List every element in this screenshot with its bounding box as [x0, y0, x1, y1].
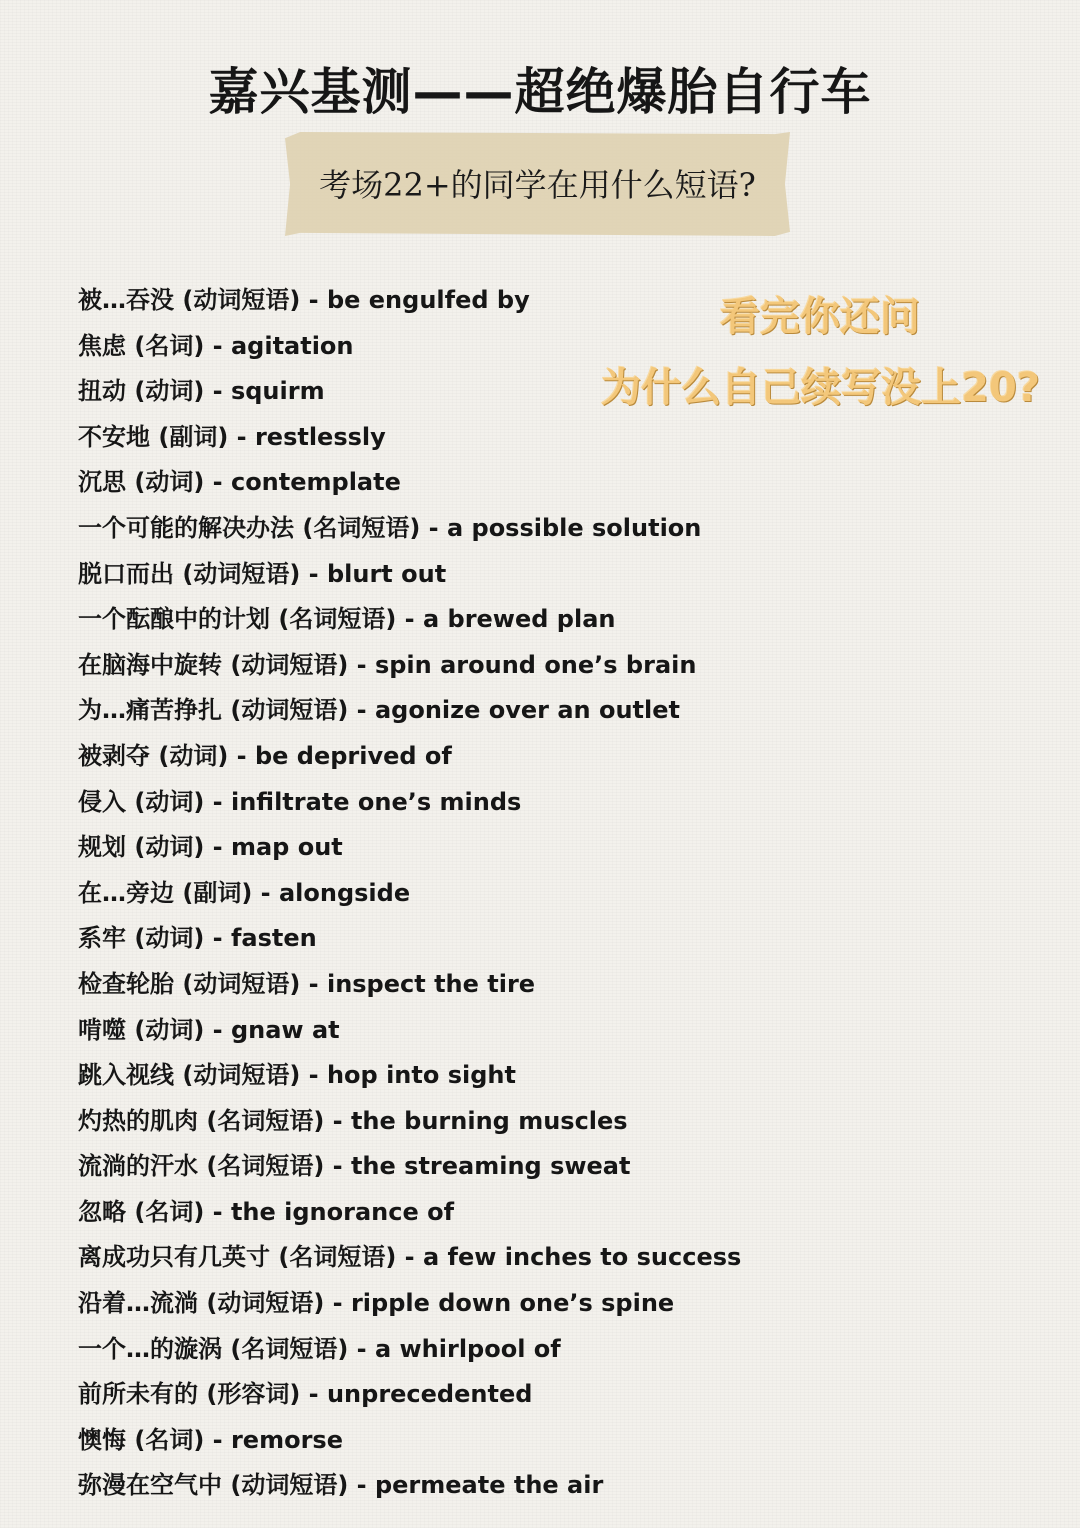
vocab-item: 啃噬 (动词) - gnaw at	[78, 1015, 340, 1044]
vocab-item: 离成功只有几英寸 (名词短语) - a few inches to success	[78, 1243, 742, 1272]
side-note-line-1: 看完你还问	[720, 294, 920, 340]
vocab-item: 被…吞没 (动词短语) - be engulfed by	[78, 286, 530, 314]
vocab-item: 弥漫在空气中 (动词短语) - permeate the air	[78, 1471, 604, 1500]
side-note-line-2: 为什么自己续写没上20?	[601, 365, 1040, 411]
vocab-item: 沿着…流淌 (动词短语) - ripple down one’s spine	[78, 1289, 675, 1318]
vocab-item: 焦虑 (名词) - agitation	[78, 331, 354, 360]
vocab-item: 一个可能的解决办法 (名词短语) - a possible solution	[78, 513, 702, 542]
vocab-item: 一个…的漩涡 (名词短语) - a whirlpool of	[78, 1334, 561, 1363]
vocab-item: 扭动 (动词) - squirm	[78, 377, 325, 406]
vocab-list	[78, 278, 741, 1509]
vocab-item: 懊悔 (名词) - remorse	[78, 1425, 343, 1454]
vocab-item: 检查轮胎 (动词短语) - inspect the tire	[78, 969, 536, 998]
vocab-item: 被剥夺 (动词) - be deprived of	[78, 741, 452, 770]
vocab-item: 跳入视线 (动词短语) - hop into sight	[78, 1061, 516, 1090]
vocab-item: 规划 (动词) - map out	[78, 833, 343, 862]
vocab-item: 侵入 (动词) - infiltrate one’s minds	[78, 787, 522, 816]
vocab-item: 一个酝酿中的计划 (名词短语) - a brewed plan	[78, 605, 616, 634]
vocab-item: 前所未有的 (形容词) - unprecedented	[78, 1380, 533, 1409]
vocab-item: 忽略 (名词) - the ignorance of	[78, 1197, 455, 1226]
vocab-item: 沉思 (动词) - contemplate	[78, 468, 401, 497]
vocab-item: 不安地 (副词) - restlessly	[78, 422, 386, 451]
vocab-item: 系牢 (动词) - fasten	[78, 924, 317, 953]
vocab-item: 流淌的汗水 (名词短语) - the streaming sweat	[78, 1152, 631, 1181]
vocab-item: 在脑海中旋转 (动词短语) - spin around one’s brain	[78, 650, 697, 679]
page-title: 嘉兴基测——超绝爆胎自行车	[208, 63, 872, 121]
vocab-item: 在…旁边 (副词) - alongside	[78, 878, 411, 907]
page-subtitle: 考场22+的同学在用什么短语?	[319, 166, 756, 204]
vocab-item: 灼热的肌肉 (名词短语) - the burning muscles	[78, 1106, 628, 1135]
vocab-item: 为…痛苦挣扎 (动词短语) - agonize over an outlet	[78, 696, 681, 725]
vocab-item: 脱口而出 (动词短语) - blurt out	[78, 559, 447, 588]
